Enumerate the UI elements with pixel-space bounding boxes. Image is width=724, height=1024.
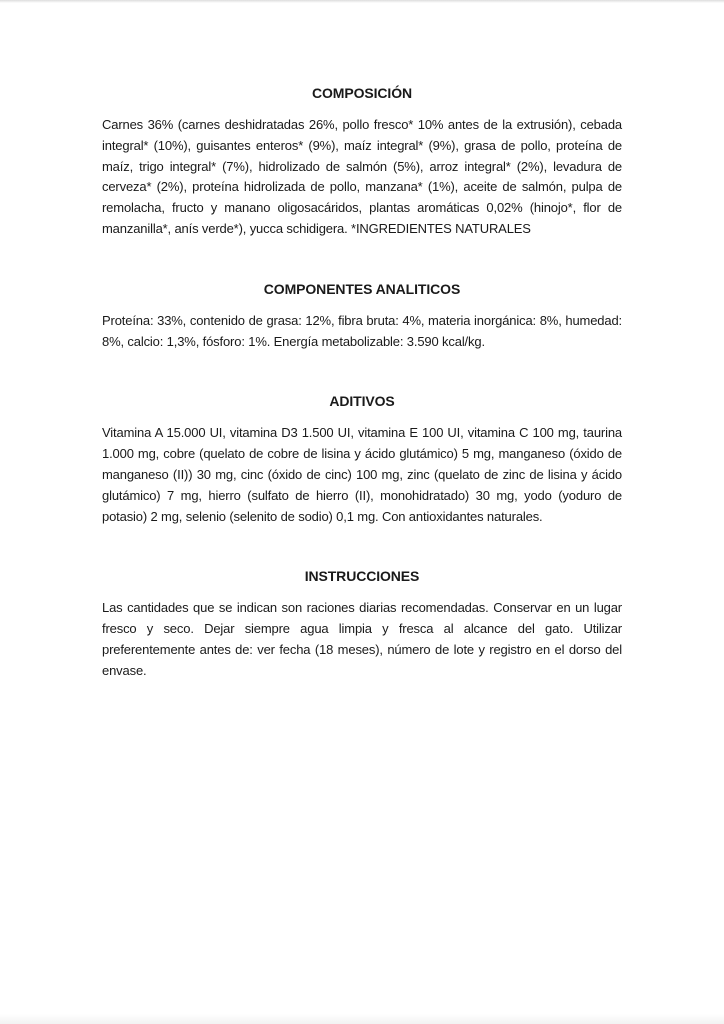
section-heading-componentes-analiticos: COMPONENTES ANALITICOS [263,280,461,297]
section-composicion [102,84,622,240]
scan-artifact-bottom [0,1014,724,1024]
section-aditivos [102,392,622,527]
section-heading-aditivos: ADITIVOS [329,393,395,410]
section-componentes-analiticos [102,280,622,353]
section-heading-instrucciones: INSTRUCCIONES [304,568,420,585]
section-instrucciones [102,567,622,681]
section-body-instrucciones: Las cantidades que se indican son raciones diarias recomendadas. Conservar en un lugar fresco y seco. Dejar siempre agua limpia y fresca al alcance del gato. Utilizar preferentemente antes de: ver fecha (18 meses), número de lote y registro en el dorso del envase. [102,600,622,678]
scan-artifact-top [0,0,724,3]
section-heading-composicion: COMPOSICIÓN [311,85,413,101]
section-body-componentes-analiticos: Proteína: 33%, contenido de grasa: 12%, fibra bruta: 4%, materia inorgánica: 8%, humedad: 8%, calcio: 1,3%, fósforo: 1%. Energía metabolizable: 3.590 kcal/kg. [102,312,622,349]
section-body-composicion: Carnes 36% (carnes deshidratadas 26%, pollo fresco* 10% antes de la extrusión), cebada integral* (10%), guisantes enteros* (9%), maíz integral* (9%), grasa de pollo, proteína de maíz, trigo integral* (7%), hidrolizado de salmón (5%), arroz integral* (2%), levadura de cerveza* (2%), proteína hidrolizada de pollo, manzana* (1%), aceite de salmón, pulpa de remolacha, fructo y manano oligosacáridos, plantas aromáticas 0,02% (hinojo*, flor de manzanilla*, anís verde*), yucca schidigera. *INGREDIENTES NATURALES [102,117,622,236]
section-body-aditivos: Vitamina A 15.000 UI, vitamina D3 1.500 UI, vitamina E 100 UI, vitamina C 100 mg, taurina 1.000 mg, cobre (quelato de cobre de lisina y ácido glutámico) 5 mg, manganeso (óxido de manganeso (II)) 30 mg, cinc (óxido de cinc) 100 mg, zinc (quelato de zinc de lisina y ácido glutámico) 7 mg, hierro (sulfato de hierro (II), monohidratado) 30 mg, yodo (yoduro de potasio) 2 mg, selenio (selenito de sodio) 0,1 mg. Con antioxidantes naturales. [102,425,622,524]
